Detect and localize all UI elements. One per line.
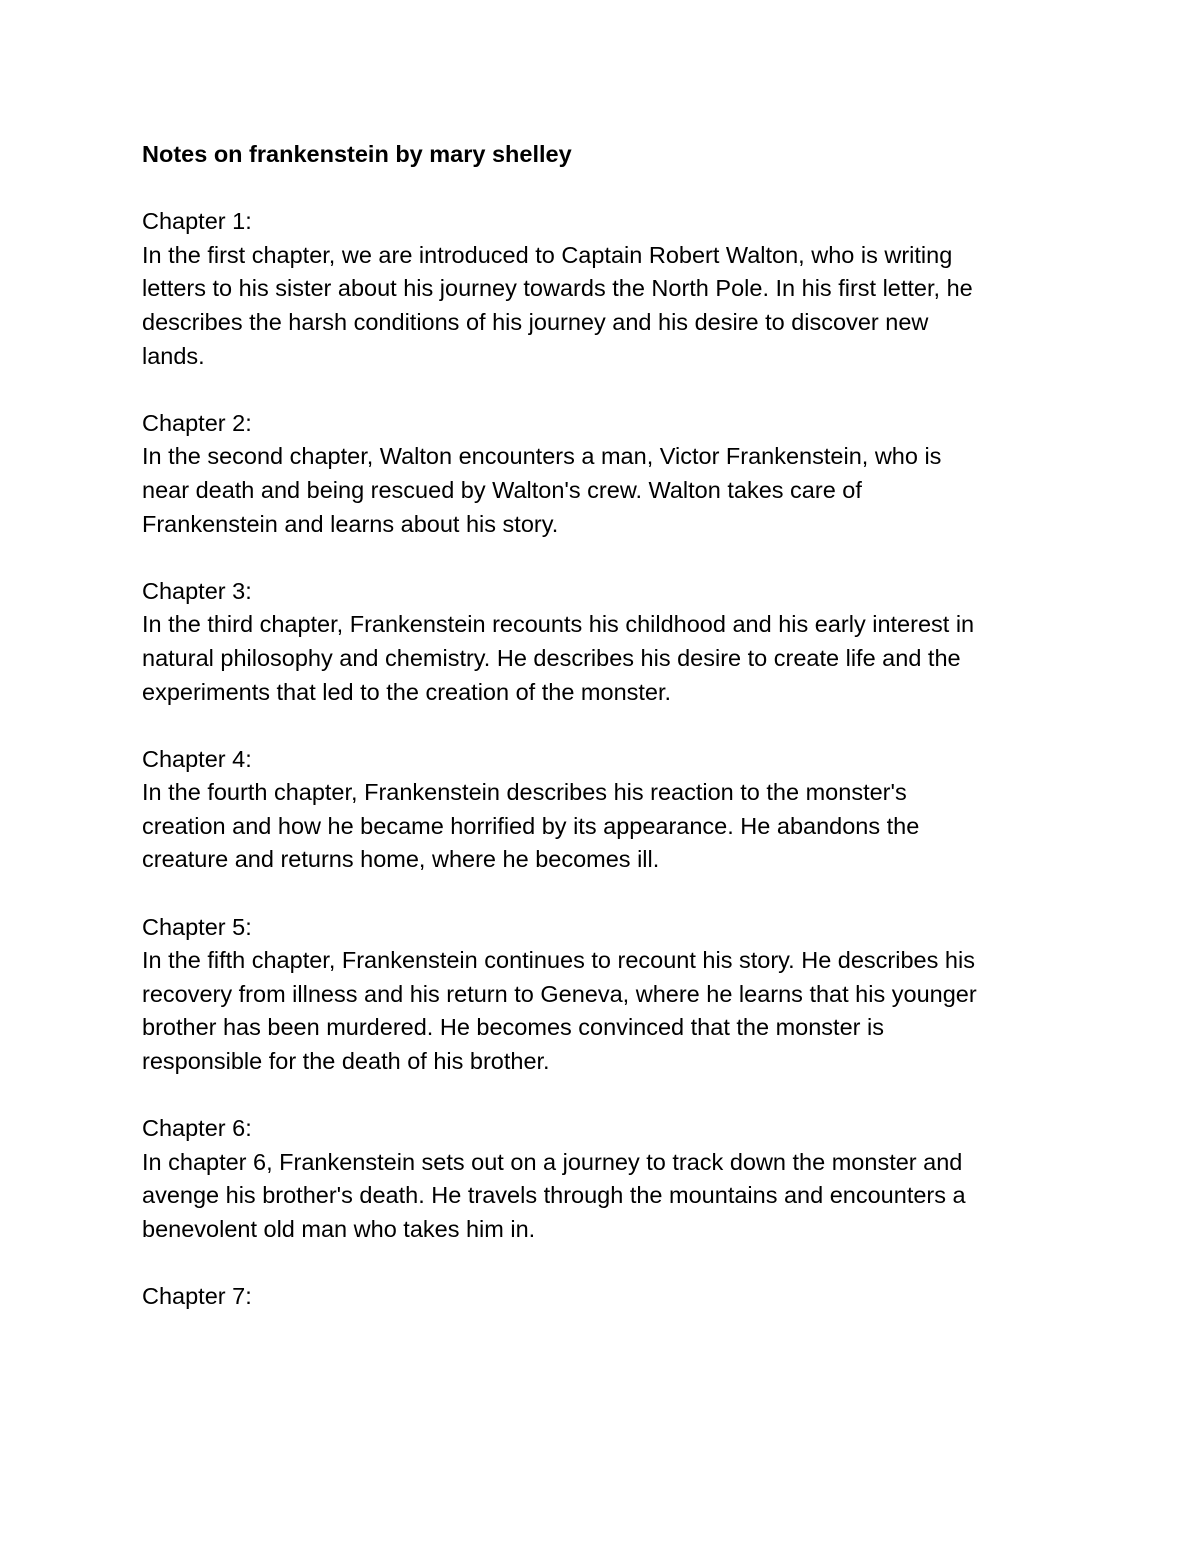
document-body <box>142 138 1072 1347</box>
text-line: lands. <box>142 342 205 369</box>
text-line: describes the harsh conditions of his journey and his desire to discover new <box>142 308 929 335</box>
text-line: natural philosophy and chemistry. He describes his desire to create life and the <box>142 644 961 671</box>
chapter-text <box>142 1146 1072 1247</box>
text-line: In the fourth chapter, Frankenstein describes his reaction to the monster's <box>142 779 907 806</box>
text-line: creature and returns home, where he becomes ill. <box>142 846 660 873</box>
text-line: recovery from illness and his return to Geneva, where he learns that his younger <box>142 980 977 1007</box>
text-line: avenge his brother's death. He travels through the mountains and encounters a <box>142 1182 966 1209</box>
chapter-heading: Chapter 4: <box>142 745 252 772</box>
text-line: responsible for the death of his brother. <box>142 1048 550 1075</box>
chapter-7 <box>142 1280 1072 1314</box>
text-line: In the third chapter, Frankenstein recounts his childhood and his early interest in <box>142 611 975 638</box>
chapter-4 <box>142 743 1072 877</box>
chapter-heading: Chapter 1: <box>142 208 252 235</box>
chapter-text <box>142 944 1072 1078</box>
chapter-3 <box>142 575 1072 709</box>
chapter-text <box>142 440 1072 541</box>
chapter-heading: Chapter 7: <box>142 1283 252 1310</box>
chapter-1 <box>142 205 1072 373</box>
chapter-heading: Chapter 3: <box>142 577 252 604</box>
chapter-text <box>142 239 1072 373</box>
text-line: In the second chapter, Walton encounters a man, Victor Frankenstein, who is <box>142 443 942 470</box>
chapter-5 <box>142 911 1072 1079</box>
text-line: In the fifth chapter, Frankenstein continues to recount his story. He describes his <box>142 947 975 974</box>
chapter-6 <box>142 1112 1072 1246</box>
text-line: near death and being rescued by Walton's crew. Walton takes care of <box>142 476 862 503</box>
text-line: creation and how he became horrified by its appearance. He abandons the <box>142 812 920 839</box>
chapter-heading: Chapter 2: <box>142 409 252 436</box>
text-line: benevolent old man who takes him in. <box>142 1216 536 1242</box>
text-line: letters to his sister about his journey towards the North Pole. In his first letter, he <box>142 275 973 302</box>
chapter-2 <box>142 407 1072 541</box>
chapter-text <box>142 608 1072 709</box>
text-line: In the first chapter, we are introduced to Captain Robert Walton, who is writing <box>142 241 953 268</box>
text-line: brother has been murdered. He becomes convinced that the monster is <box>142 1014 884 1041</box>
document-title: Notes on frankenstein by mary shelley <box>142 141 572 167</box>
chapter-heading: Chapter 5: <box>142 913 252 940</box>
text-line: In chapter 6, Frankenstein sets out on a journey to track down the monster and <box>142 1148 963 1175</box>
chapter-text <box>142 776 1072 877</box>
text-line: experiments that led to the creation of the monster. <box>142 678 672 705</box>
text-line: Frankenstein and learns about his story. <box>142 510 559 537</box>
chapter-heading: Chapter 6: <box>142 1115 252 1142</box>
